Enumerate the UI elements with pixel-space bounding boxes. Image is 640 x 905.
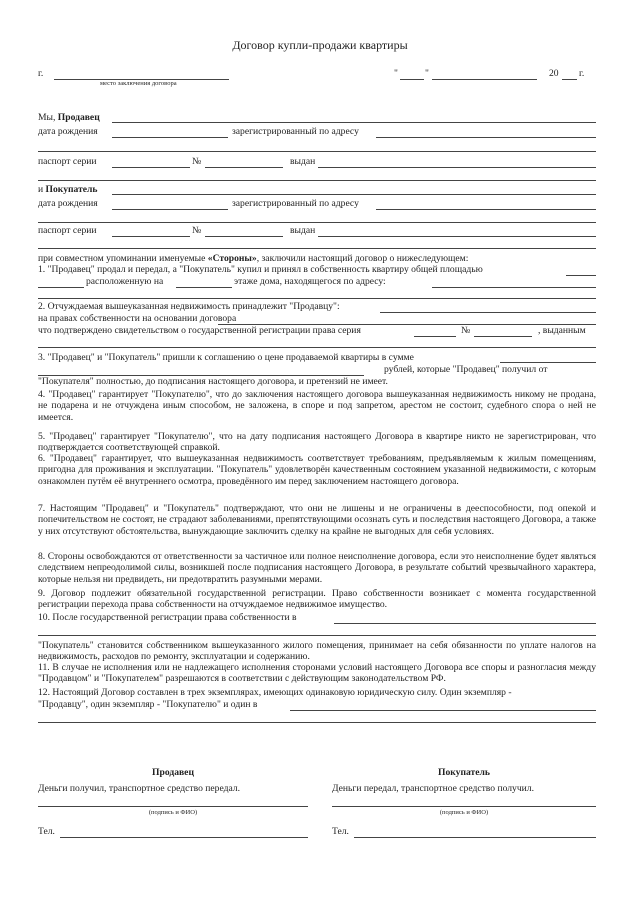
third-copy-field[interactable] xyxy=(290,710,596,711)
date-quote-open: " xyxy=(394,68,398,79)
buyer-address-field[interactable] xyxy=(376,209,596,210)
area-field-2[interactable] xyxy=(38,287,84,288)
clause-12-line-2: "Продавцу", один экземпляр - "Покупателю" и один в xyxy=(38,699,258,710)
seller-phone-field[interactable] xyxy=(60,837,308,838)
buyer-signature-field[interactable] xyxy=(332,806,596,807)
buyer-number-label: № xyxy=(192,225,202,236)
year-field[interactable] xyxy=(562,79,577,80)
seller-signature-field[interactable] xyxy=(38,806,308,807)
clause-2-line-3c: , выданным xyxy=(538,325,586,336)
clause-5: 5. "Продавец" гарантирует "Покупателю", что на дату подписания настоящего Договора в квартире никто не зарегистрирован, что подтверждается соответствующей справкой. xyxy=(38,431,596,454)
date-quote-close: " xyxy=(425,68,429,79)
seller-passport-number-field[interactable] xyxy=(205,167,283,168)
seller-address-field-2[interactable] xyxy=(38,151,596,152)
registry-field-2[interactable] xyxy=(38,635,596,636)
seller-passport-series-field[interactable] xyxy=(112,167,190,168)
clause-2-line-2: на правах собственности на основании договора xyxy=(38,313,237,324)
buyer-phone-field[interactable] xyxy=(354,837,596,838)
buyer-issued-field-2[interactable] xyxy=(38,248,596,249)
property-address-field-2[interactable] xyxy=(38,298,596,299)
buyer-intro: и Покупатель xyxy=(38,184,98,195)
buyer-label: Покупатель xyxy=(45,184,98,195)
buyer-passport-label: паспорт серии xyxy=(38,225,97,236)
seller-passport-label: паспорт серии xyxy=(38,156,97,167)
clause-1-line-2a: расположенную на xyxy=(86,276,164,287)
clause-6: 6. "Продавец" гарантирует, что вышеуказанная недвижимость соответствует требованиям, предъявляемым к жилым помещениям, пригодна для проживания и эксплуатации. "Покупатель" удовлетворён качественным состоянием указанной недвижимости, с которым ознакомлен путём её внутреннего осмотра, проведённого им перед заключением настоящего договора. xyxy=(38,453,596,487)
buyer-passport-series-field[interactable] xyxy=(112,236,190,237)
clause-1-line-2b: этаже дома, находящегося по адресу: xyxy=(234,276,386,287)
seller-birth-field[interactable] xyxy=(112,137,228,138)
clause-3-line-1: 3. "Продавец" и "Покупатель" пришли к соглашению о цене продаваемой квартиры в сумме xyxy=(38,352,414,363)
property-address-field[interactable] xyxy=(432,287,596,288)
buyer-birth-field[interactable] xyxy=(112,209,228,210)
buyer-signature-caption: (подпись и ФИО) xyxy=(439,809,489,816)
buyer-phone-label: Тел. xyxy=(332,826,349,837)
parties-intro: при совместном упоминании именуемые «Стороны», заключили настоящий договор о нижеследующем: xyxy=(38,253,469,264)
seller-signature-heading: Продавец xyxy=(152,767,194,778)
buyer-signature-heading: Покупатель xyxy=(438,767,490,778)
floor-field[interactable] xyxy=(176,287,232,288)
seller-number-label: № xyxy=(192,156,202,167)
registry-field[interactable] xyxy=(334,623,596,624)
clause-10: 10. После государственной регистрации права собственности в xyxy=(38,612,297,623)
certificate-series-field[interactable] xyxy=(414,336,456,337)
month-field[interactable] xyxy=(432,79,537,80)
certificate-number-field[interactable] xyxy=(474,336,532,337)
seller-issued-field[interactable] xyxy=(318,167,596,168)
seller-intro: Мы, Продавец xyxy=(38,112,100,123)
clause-2-line-3b: № xyxy=(461,325,471,336)
clause-2-line-3a: что подтверждено свидетельством о государственной регистрации права серия xyxy=(38,325,361,336)
clause-3-line-2: рублей, которые "Продавец" получил от xyxy=(384,364,548,375)
buyer-issued-label: выдан xyxy=(290,225,316,236)
place-caption: место заключения договора xyxy=(100,80,177,87)
buyer-issued-field[interactable] xyxy=(318,236,596,237)
year-suffix: г. xyxy=(579,68,585,79)
seller-name-field[interactable] xyxy=(112,122,596,123)
buyer-address-field-2[interactable] xyxy=(38,222,596,223)
clause-2-line-1: 2. Отчуждаемая вышеуказанная недвижимость принадлежит "Продавцу": xyxy=(38,301,340,312)
buyer-name-field[interactable] xyxy=(112,194,596,195)
seller-birth-label: дата рождения xyxy=(38,126,98,137)
certificate-issuer-field[interactable] xyxy=(38,347,596,348)
day-field[interactable] xyxy=(400,79,424,80)
seller-signature-text: Деньги получил, транспортное средство передал. xyxy=(38,783,240,794)
ownership-basis-field[interactable] xyxy=(380,312,596,313)
buyer-registered-label: зарегистрированный по адресу xyxy=(232,198,359,209)
buyer-birth-label: дата рождения xyxy=(38,198,98,209)
clause-4: 4. "Продавец" гарантирует "Покупателю", что до заключения настоящего договора вышеуказанная недвижимость никому не продана, не подарена и не отчуждена иным способом, не заложена, в споре и под запретом, арестом не состоит, судебного спора о ней не имеется. xyxy=(38,389,596,423)
clause-8: 8. Стороны освобождаются от ответственности за частичное или полное неисполнение договора, если это неисполнение будет являться следствием непреодолимой силы, возникшей после подписания настоящего Договора, в результате событий чрезвычайного характера, которые нельзя ни предвидеть, ни предотвратить разумными мерами. xyxy=(38,551,596,585)
clause-1-line-1: 1. "Продавец" продал и передал, а "Покупатель" купил и принял в собственность квартиру общей площадью xyxy=(38,264,483,275)
seller-issued-label: выдан xyxy=(290,156,316,167)
price-field[interactable] xyxy=(500,362,596,363)
clause-10-continued: "Покупатель" становится собственником вышеуказанного жилого помещения, принимает на себя обязанности по уплате налогов на недвижимость, расходов по ремонту, эксплуатации и содержанию. xyxy=(38,640,596,663)
clause-7: 7. Настоящим "Продавец" и "Покупатель" подтверждают, что они не лишены и не ограничены в дееспособности, под опекой и попечительством не состоят, не страдают заболеваниями, препятствующими осознать суть и последствия настоящего Договора, а также у них отсутствуют обстоятельства, вынуждающие заключить сделку на крайне не выгодных для себя условиях. xyxy=(38,503,596,537)
area-field[interactable] xyxy=(566,275,596,276)
clause-9: 9. Договор подлежит обязательной государственной регистрации. Право собственности возникает с момента государственной регистрации перехода права собственности на отчуждаемое недвижимое имущество. xyxy=(38,588,596,611)
document-title: Договор купли-продажи квартиры xyxy=(232,38,408,52)
third-copy-field-2[interactable] xyxy=(38,722,596,723)
seller-phone-label: Тел. xyxy=(38,826,55,837)
clause-12-line-1: 12. Настоящий Договор составлен в трех экземплярах, имеющих одинаковую юридическую силу. Один экземпляр - xyxy=(38,687,512,698)
clause-11: 11. В случае не исполнения или не надлежащего исполнения сторонами условий настоящего Договора все споры и разногласия между "Продавцом" и "Покупателем" разрешаются в соответствии с действующим законодательством РФ. xyxy=(38,662,596,685)
seller-issued-field-2[interactable] xyxy=(38,180,596,181)
city-prefix: г. xyxy=(38,68,44,79)
clause-3-line-3: "Покупателя" полностью, до подписания настоящего договора, и претензий не имеет. xyxy=(38,376,388,387)
seller-registered-label: зарегистрированный по адресу xyxy=(232,126,359,137)
seller-label: Продавец xyxy=(57,112,100,123)
seller-signature-caption: (подпись и ФИО) xyxy=(148,809,198,816)
buyer-signature-text: Деньги передал, транспортное средство получил. xyxy=(332,783,534,794)
year-prefix: 20 xyxy=(549,68,559,79)
buyer-passport-number-field[interactable] xyxy=(205,236,283,237)
seller-address-field[interactable] xyxy=(376,137,596,138)
